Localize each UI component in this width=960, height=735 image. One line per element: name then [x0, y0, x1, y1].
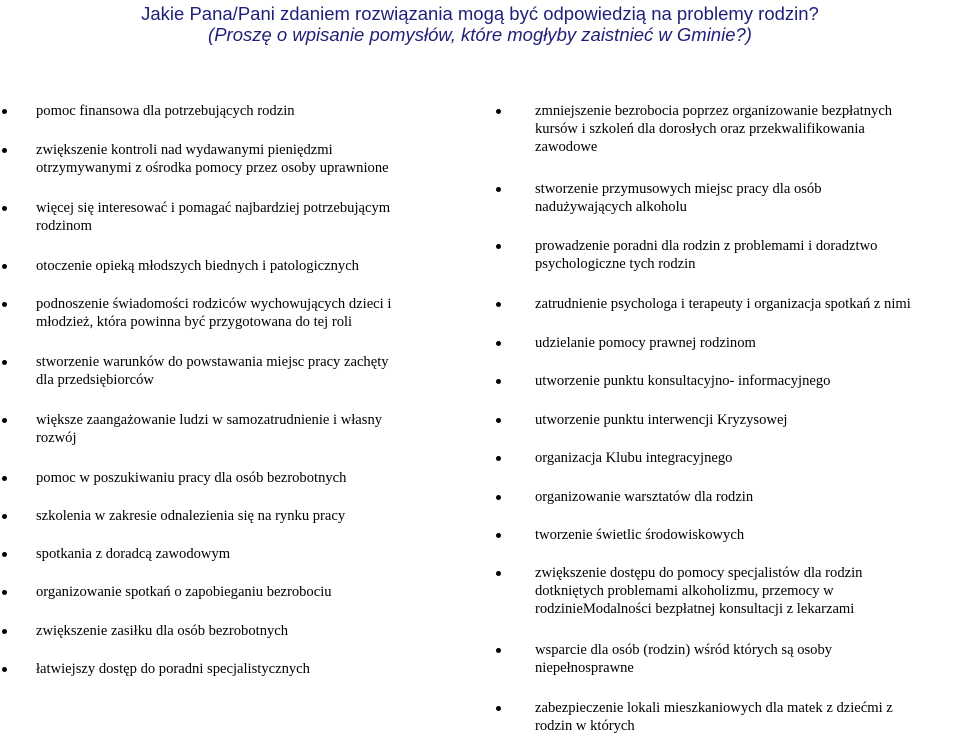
list-item-text: więcej się interesować i pomagać najbardziej potrzebującym rodzinom	[36, 200, 391, 234]
list-item-text: tworzenie świetlic środowiskowych	[535, 527, 745, 543]
list-item-text: prowadzenie poradni dla rodzin z problemami i doradztwo psychologiczne tych rodzin	[535, 238, 878, 272]
list-item-text: zmniejszenie bezrobocia poprzez organizowanie bezpłatnych kursów i szkoleń dla dorosłych oraz przekwalifikowania zawodowe	[535, 103, 893, 155]
list-item-text: pomoc finansowa dla potrzebujących rodzin	[36, 103, 295, 119]
bullet-icon	[2, 109, 7, 114]
bullet-icon	[496, 706, 501, 711]
bullet-icon	[496, 244, 501, 249]
list-item-text: organizowanie spotkań o zapobieganiu bezrobociu	[36, 584, 332, 600]
bullet-icon	[2, 514, 7, 519]
list-item-text: utworzenie punktu interwencji Kryzysowej	[535, 412, 788, 428]
page-subtitle: (Proszę o wpisanie pomysłów, które mogłyby zaistnieć w Gminie?)	[208, 24, 752, 45]
bullet-icon	[496, 379, 501, 384]
list-item-text: zwiększenie dostępu do pomocy specjalistów dla rodzin dotkniętych problemami alkoholizmu, przemocy w rodzinieModalności bezpłatnej konsultacji z lekarzami	[535, 565, 863, 617]
bullet-icon	[496, 495, 501, 500]
list-item-text: organizowanie warsztatów dla rodzin	[535, 489, 754, 505]
list-item-text: większe zaangażowanie ludzi w samozatrudnienie i własny rozwój	[36, 412, 383, 446]
bullet-icon	[496, 418, 501, 423]
bullet-icon	[496, 109, 501, 114]
page-title: Jakie Pana/Pani zdaniem rozwiązania mogą być odpowiedzią na problemy rodzin?	[141, 3, 819, 24]
list-item-text: organizacja Klubu integracyjnego	[535, 450, 733, 466]
list-item-text: łatwiejszy dostęp do poradni specjalistycznych	[36, 661, 310, 677]
list-item-text: udzielanie pomocy prawnej rodzinom	[535, 335, 756, 351]
bullet-icon	[496, 648, 501, 653]
bullet-icon	[496, 571, 501, 576]
list-item-text: zwiększenie kontroli nad wydawanymi pieniędzmi otrzymywanymi z ośrodka pomocy przez osoby uprawnione	[36, 142, 389, 176]
list-item-text: otoczenie opieką młodszych biednych i patologicznych	[36, 258, 359, 274]
bullet-icon	[496, 456, 501, 461]
bullet-icon	[2, 360, 7, 365]
page-header	[0, 0, 960, 45]
bullet-icon	[2, 206, 7, 211]
bullet-icon	[496, 533, 501, 538]
list-item-text: stworzenie przymusowych miejsc pracy dla osób nadużywających alkoholu	[535, 181, 822, 215]
list-item-text: spotkania z doradcą zawodowym	[36, 546, 231, 562]
bullet-icon	[496, 187, 501, 192]
list-item-text: zwiększenie zasiłku dla osób bezrobotnych	[36, 623, 289, 639]
bullet-icon	[2, 667, 7, 672]
bullet-icon	[2, 629, 7, 634]
list-item-text: stworzenie warunków do powstawania miejsc pracy zachęty dla przedsiębiorców	[36, 354, 389, 388]
list-item-text: podnoszenie świadomości rodziców wychowujących dzieci i młodzież, która powinna być przygotowana do tej roli	[36, 296, 392, 330]
bullet-icon	[2, 264, 7, 269]
list-item-text: utworzenie punktu konsultacyjno- informacyjnego	[535, 373, 831, 389]
bullet-icon	[2, 476, 7, 481]
list-item-text: zabezpieczenie lokali mieszkaniowych dla matek z dziećmi z rodzin w których	[535, 700, 893, 734]
list-item-text: wsparcie dla osób (rodzin) wśród których są osoby niepełnosprawne	[535, 642, 833, 676]
bullet-icon	[2, 418, 7, 423]
bullet-icon	[2, 302, 7, 307]
bullet-icon	[2, 552, 7, 557]
bullet-icon	[2, 148, 7, 153]
list-item-text: zatrudnienie psychologa i terapeuty i organizacja spotkań z nimi	[535, 296, 911, 312]
list-item-text: szkolenia w zakresie odnalezienia się na rynku pracy	[36, 508, 346, 524]
list-item-text: pomoc w poszukiwaniu pracy dla osób bezrobotnych	[36, 470, 347, 486]
bullet-icon	[2, 590, 7, 595]
bullet-icon	[496, 302, 501, 307]
bullet-icon	[496, 341, 501, 346]
